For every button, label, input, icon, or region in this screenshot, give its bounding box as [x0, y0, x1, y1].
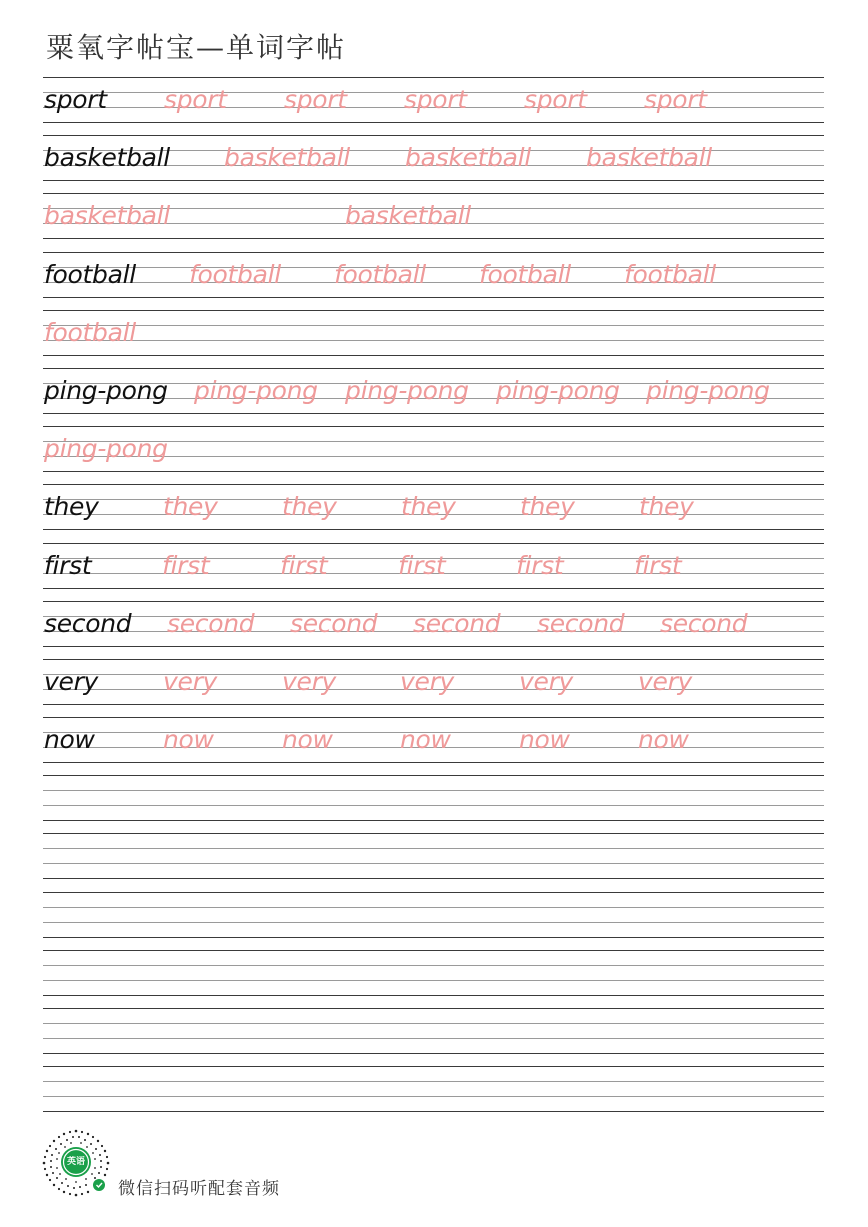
trace-word: second — [167, 608, 255, 638]
trace-word: ping-pong — [44, 434, 168, 464]
practice-row — [43, 543, 824, 601]
trace-word: football — [624, 259, 716, 289]
model-word: sport — [44, 85, 107, 114]
page-title: 粟氧字帖宝—单词字帖 — [46, 31, 347, 64]
trace-word: they — [282, 492, 337, 522]
audio-caption: 微信扫码听配套音频 — [118, 1179, 280, 1199]
practice-row — [43, 193, 824, 251]
trace-word: sport — [404, 85, 467, 114]
qr-badge-label: 英语 — [66, 1157, 85, 1167]
trace-word: now — [282, 725, 333, 755]
model-word: very — [44, 666, 99, 696]
practice-row — [43, 368, 824, 426]
trace-word: they — [163, 492, 218, 522]
blank-row — [43, 1066, 824, 1124]
practice-row — [43, 135, 824, 193]
practice-row — [43, 310, 824, 368]
trace-word: football — [479, 259, 571, 289]
blank-row — [43, 833, 824, 891]
practice-row — [43, 484, 824, 542]
trace-word: now — [519, 725, 570, 755]
trace-word: sport — [524, 85, 587, 114]
model-word: basketball — [44, 143, 170, 173]
practice-row — [43, 77, 824, 135]
trace-word: second — [660, 608, 748, 638]
trace-word: very — [163, 666, 218, 696]
model-word: football — [44, 259, 136, 289]
trace-word: sport — [284, 85, 347, 114]
practice-row — [43, 426, 824, 484]
footer — [41, 1128, 361, 1200]
trace-word: very — [282, 666, 337, 696]
trace-word: basketball — [586, 143, 712, 173]
trace-word: first — [162, 550, 210, 580]
trace-word: football — [44, 317, 136, 347]
model-word: ping-pong — [44, 375, 168, 405]
trace-word: first — [280, 550, 328, 580]
practice-row — [43, 601, 824, 659]
trace-word: basketball — [44, 201, 170, 231]
trace-word: basketball — [345, 201, 471, 231]
practice-row — [43, 252, 824, 310]
model-word: first — [44, 550, 92, 580]
trace-word: basketball — [405, 143, 531, 173]
blank-row — [43, 950, 824, 1008]
model-word: now — [44, 725, 95, 755]
trace-word: first — [398, 550, 446, 580]
blank-row — [43, 1008, 824, 1066]
trace-word: they — [520, 492, 575, 522]
trace-word: ping-pong — [194, 375, 318, 405]
trace-word: they — [401, 492, 456, 522]
trace-word: first — [634, 550, 682, 580]
blank-row — [43, 892, 824, 950]
trace-word: football — [334, 259, 426, 289]
trace-word: football — [189, 259, 281, 289]
trace-word: very — [400, 666, 455, 696]
trace-word: they — [639, 492, 694, 522]
trace-word: very — [638, 666, 693, 696]
practice-row — [43, 717, 824, 775]
trace-word: now — [638, 725, 689, 755]
trace-word: now — [400, 725, 451, 755]
trace-word: sport — [644, 85, 707, 114]
model-word: they — [44, 492, 99, 522]
trace-word: second — [537, 608, 625, 638]
trace-word: ping-pong — [496, 375, 620, 405]
trace-word: ping-pong — [646, 375, 770, 405]
trace-word: now — [163, 725, 214, 755]
blank-row — [43, 775, 824, 833]
model-word: second — [44, 608, 132, 638]
trace-word: first — [516, 550, 564, 580]
practice-sheet — [43, 77, 824, 1124]
trace-word: sport — [164, 85, 227, 114]
trace-word: ping-pong — [345, 375, 469, 405]
trace-word: second — [413, 608, 501, 638]
trace-word: basketball — [224, 143, 350, 173]
trace-word: second — [290, 608, 378, 638]
trace-word: very — [519, 666, 574, 696]
practice-row — [43, 659, 824, 717]
